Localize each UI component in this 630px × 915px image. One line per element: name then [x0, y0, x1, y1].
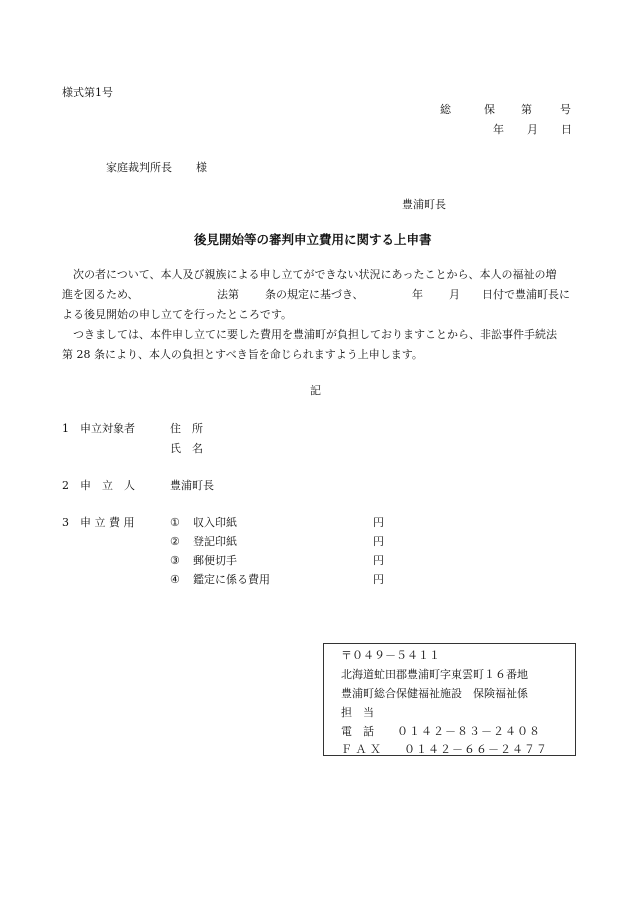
contact-fax-row — [341, 743, 548, 756]
cost-mark: ② — [170, 535, 180, 548]
tel-label: 電 話 — [341, 725, 374, 738]
item-number: 2 — [62, 479, 69, 492]
sender: 豊浦町長 — [402, 198, 446, 211]
body-fragment: 条の規定に基づき、 — [265, 288, 364, 301]
doc-no-char: 保 — [484, 103, 495, 116]
body-fragment: 月 — [449, 288, 460, 301]
body-line — [62, 285, 582, 305]
cost-unit: 円 — [373, 516, 384, 529]
cost-name: 鑑定に係る費用 — [193, 573, 270, 586]
form-number: 様式第1号 — [62, 86, 113, 99]
cost-mark: ④ — [170, 573, 180, 586]
cost-unit: 円 — [373, 554, 384, 567]
item-sub-name: 氏 名 — [170, 442, 203, 455]
contact-postal: 〒０４９－５４１１ — [341, 649, 440, 662]
doc-no-char: 第 — [521, 103, 532, 116]
date-char: 日 — [561, 123, 572, 136]
body-line: よる後見開始の申し立てを行ったところです。 — [62, 308, 293, 321]
body-line: 第 28 条により、本人の負担とすべき旨を命じられますよう上申します。 — [62, 348, 423, 361]
item-label: 申 立 人 — [80, 479, 135, 492]
body-fragment: 年 — [412, 288, 423, 301]
contact-address: 北海道虻田郡豊浦町字東雲町１６番地 — [341, 668, 528, 681]
item-value: 豊浦町長 — [170, 479, 214, 492]
body-line: 次の者について、本人及び親族による申し立てができない状況にあったことから、本人の福祉の増 — [73, 268, 557, 281]
contact-tel-row — [341, 725, 541, 738]
cost-name: 登記印紙 — [193, 535, 237, 548]
fax-number: ０１４２－６６－２４７７ — [404, 743, 548, 756]
cost-mark: ① — [170, 516, 180, 529]
cost-unit: 円 — [373, 535, 384, 548]
contact-office: 豊浦町総合保健福祉施設 保険福祉係 — [341, 687, 528, 700]
cost-name: 収入印紙 — [193, 516, 237, 529]
addressee-honorific: 様 — [196, 161, 207, 174]
document-title: 後見開始等の審判申立費用に関する上申書 — [194, 232, 432, 247]
body-fragment: 進を図るため、 — [62, 288, 139, 301]
doc-no-char: 号 — [560, 103, 571, 116]
ki-heading: 記 — [310, 384, 321, 397]
body-line: つきましては、本件申し立てに要した費用を豊浦町が負担しておりますことから、非訟事件手続法 — [73, 328, 557, 341]
addressee-name: 家庭裁判所長 — [106, 161, 172, 174]
date-char: 月 — [527, 123, 538, 136]
contact-box — [323, 643, 576, 756]
cost-name: 郵便切手 — [193, 554, 237, 567]
item-sub-address: 住 所 — [170, 422, 203, 435]
body-fragment: 法第 — [217, 288, 239, 301]
item-label: 申 立 費 用 — [80, 516, 135, 529]
date-char: 年 — [493, 123, 504, 136]
item-label: 申立対象者 — [80, 422, 135, 435]
cost-mark: ③ — [170, 554, 180, 567]
fax-label: Ｆ Ａ Ｘ — [341, 743, 381, 756]
item-number: 1 — [62, 422, 69, 435]
cost-unit: 円 — [373, 573, 384, 586]
contact-person: 担 当 — [341, 706, 374, 719]
item-number: 3 — [62, 516, 69, 529]
body-fragment: 日付で豊浦町長に — [482, 288, 570, 301]
tel-number: ０１４２－８３－２４０８ — [397, 725, 541, 738]
doc-no-char: 総 — [440, 103, 451, 116]
